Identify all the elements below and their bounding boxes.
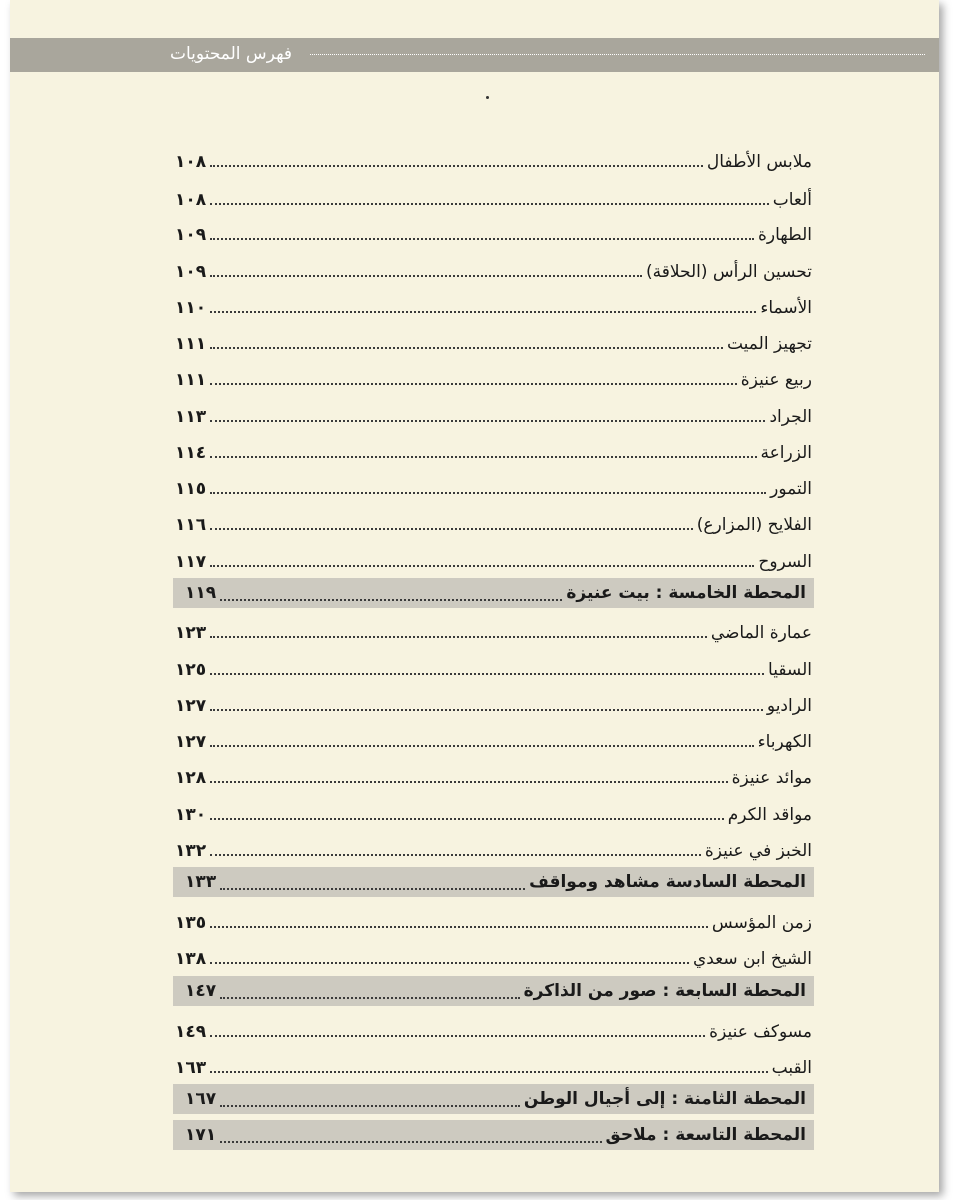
toc-leader-dots (210, 672, 764, 675)
toc-entry-title: الطهارة (758, 225, 812, 245)
toc-page-number: ١٣٠ (175, 805, 207, 825)
toc-page-number: ١٢٧ (175, 732, 207, 752)
toc-leader-dots (210, 310, 756, 313)
toc-page-number: ١٢٥ (175, 660, 207, 680)
toc-entry-row (173, 361, 814, 391)
toc-leader-dots (220, 887, 525, 890)
toc-page-number: ١١٤ (175, 443, 207, 463)
toc-page-number: ١٢٧ (175, 696, 207, 716)
toc-entry-row (173, 651, 814, 681)
toc-page-number: ١٢٣ (175, 623, 207, 643)
toc-section-row (173, 1084, 814, 1114)
toc-entry-row (173, 289, 814, 319)
toc-page-number: ١٢٨ (175, 768, 207, 788)
toc-page-number: ١١٩ (185, 583, 217, 603)
toc-leader-dots (210, 744, 753, 747)
toc-page-number: ١١٣ (175, 407, 207, 427)
toc-entry-row (173, 506, 814, 536)
toc-page-number: ١٠٩ (175, 225, 207, 245)
toc-leader-dots (210, 635, 707, 638)
toc-page-number: ١٤٧ (185, 981, 217, 1001)
toc-leader-dots (210, 237, 754, 240)
toc-leader-dots (220, 996, 520, 999)
toc-leader-dots (210, 491, 766, 494)
toc-page-number: ١٣٢ (175, 841, 207, 861)
toc-page-number: ١١٥ (175, 479, 207, 499)
toc-entry-title: موائد عنيزة (731, 768, 812, 788)
toc-section-row (173, 578, 814, 608)
toc-page-number: ١٦٣ (175, 1058, 207, 1078)
toc-entry-title: الزراعة (760, 443, 812, 463)
toc-entry-row (173, 904, 814, 934)
toc-section-row (173, 867, 814, 897)
toc-section-row (173, 976, 814, 1006)
toc-entry-title: الراديو (766, 696, 812, 716)
toc-leader-dots (210, 346, 723, 349)
toc-entry-title: مواقد الكرم (727, 805, 812, 825)
toc-leader-dots (220, 1140, 601, 1143)
toc-entry-title: زمن المؤسس (711, 913, 812, 933)
toc-leader-dots (210, 419, 765, 422)
toc-page-number: ١٠٨ (175, 190, 207, 210)
toc-entry-title: ألعاب (772, 190, 812, 210)
toc-section-title: المحطة السابعة : صور من الذاكرة (523, 981, 806, 1001)
toc-entry-row (173, 434, 814, 464)
table-of-contents (10, 0, 939, 1192)
toc-leader-dots (210, 817, 724, 820)
toc-leader-dots (210, 455, 756, 458)
toc-section-row (173, 1120, 814, 1150)
toc-section-title: المحطة الثامنة : إلى أجيال الوطن (523, 1089, 806, 1109)
toc-entry-row (173, 1013, 814, 1043)
toc-page-number: ١١٦ (175, 515, 207, 535)
toc-entry-title: الأسماء (760, 298, 812, 318)
toc-entry-row (173, 614, 814, 644)
toc-entry-row (173, 759, 814, 789)
toc-leader-dots (220, 598, 562, 601)
toc-entry-title: مسوكف عنيزة (709, 1022, 812, 1042)
toc-leader-dots (210, 382, 737, 385)
toc-entry-row (173, 832, 814, 862)
toc-leader-dots (210, 708, 763, 711)
toc-leader-dots (220, 1104, 520, 1107)
toc-entry-row (173, 470, 814, 500)
toc-entry-title: تجهيز الميت (726, 334, 812, 354)
toc-leader-dots (210, 925, 708, 928)
toc-entry-row (173, 796, 814, 826)
toc-leader-dots (210, 961, 689, 964)
toc-entry-row (173, 940, 814, 970)
toc-page-number: ١٠٨ (175, 152, 207, 172)
toc-entry-title: السقيا (768, 660, 812, 680)
toc-leader-dots (210, 202, 769, 205)
toc-leader-dots (210, 527, 693, 530)
toc-entry-row (173, 181, 814, 211)
toc-page-number: ١١١ (175, 334, 207, 354)
toc-entry-title: عمارة الماضي (710, 623, 812, 643)
toc-page-number: ١١٧ (175, 552, 207, 572)
toc-page-number: ١١٠ (175, 298, 207, 318)
toc-page-number: ١٣٥ (175, 913, 207, 933)
toc-section-title: المحطة السادسة مشاهد ومواقف (529, 872, 806, 892)
toc-page-number: ١١١ (175, 370, 207, 390)
toc-entry-row (173, 398, 814, 428)
toc-page-number: ١٣٨ (175, 949, 207, 969)
toc-page-number: ١٧١ (185, 1125, 217, 1145)
toc-entry-title: تحسين الرأس (الحلاقة) (645, 262, 812, 282)
toc-leader-dots (210, 1070, 768, 1073)
toc-leader-dots (210, 274, 642, 277)
toc-leader-dots (210, 1034, 705, 1037)
toc-entry-row (173, 325, 814, 355)
header-title: فهرس المحتويات (170, 44, 293, 64)
toc-entry-title: الشيخ ابن سعدي (692, 949, 812, 969)
toc-entry-title: ربيع عنيزة (740, 370, 812, 390)
toc-entry-row (173, 723, 814, 753)
toc-page-number: ١٦٧ (185, 1089, 217, 1109)
toc-entry-row (173, 143, 814, 173)
book-page (10, 0, 939, 1192)
toc-entry-title: القبب (771, 1058, 812, 1078)
toc-entry-title: الكهرباء (757, 732, 812, 752)
toc-leader-dots (210, 164, 703, 167)
toc-entry-row (173, 253, 814, 283)
toc-entry-title: ملابس الأطفال (706, 152, 812, 172)
toc-entry-title: الفلايح (المزارع) (696, 515, 812, 535)
toc-page-number: ١٠٩ (175, 262, 207, 282)
toc-page-number: ١٤٩ (175, 1022, 207, 1042)
toc-entry-row (173, 1049, 814, 1079)
toc-leader-dots (210, 780, 727, 783)
toc-entry-row (173, 216, 814, 246)
toc-entry-title: الخبز في عنيزة (704, 841, 812, 861)
toc-entry-title: الجراد (769, 407, 812, 427)
toc-leader-dots (210, 853, 701, 856)
toc-entry-row (173, 543, 814, 573)
toc-section-title: المحطة التاسعة : ملاحق (605, 1125, 806, 1145)
toc-section-title: المحطة الخامسة : بيت عنيزة (566, 583, 806, 603)
toc-page-number: ١٣٣ (185, 872, 217, 892)
toc-entry-title: التمور (770, 479, 812, 499)
toc-entry-title: السروح (758, 552, 812, 572)
toc-entry-row (173, 687, 814, 717)
toc-leader-dots (210, 564, 754, 567)
